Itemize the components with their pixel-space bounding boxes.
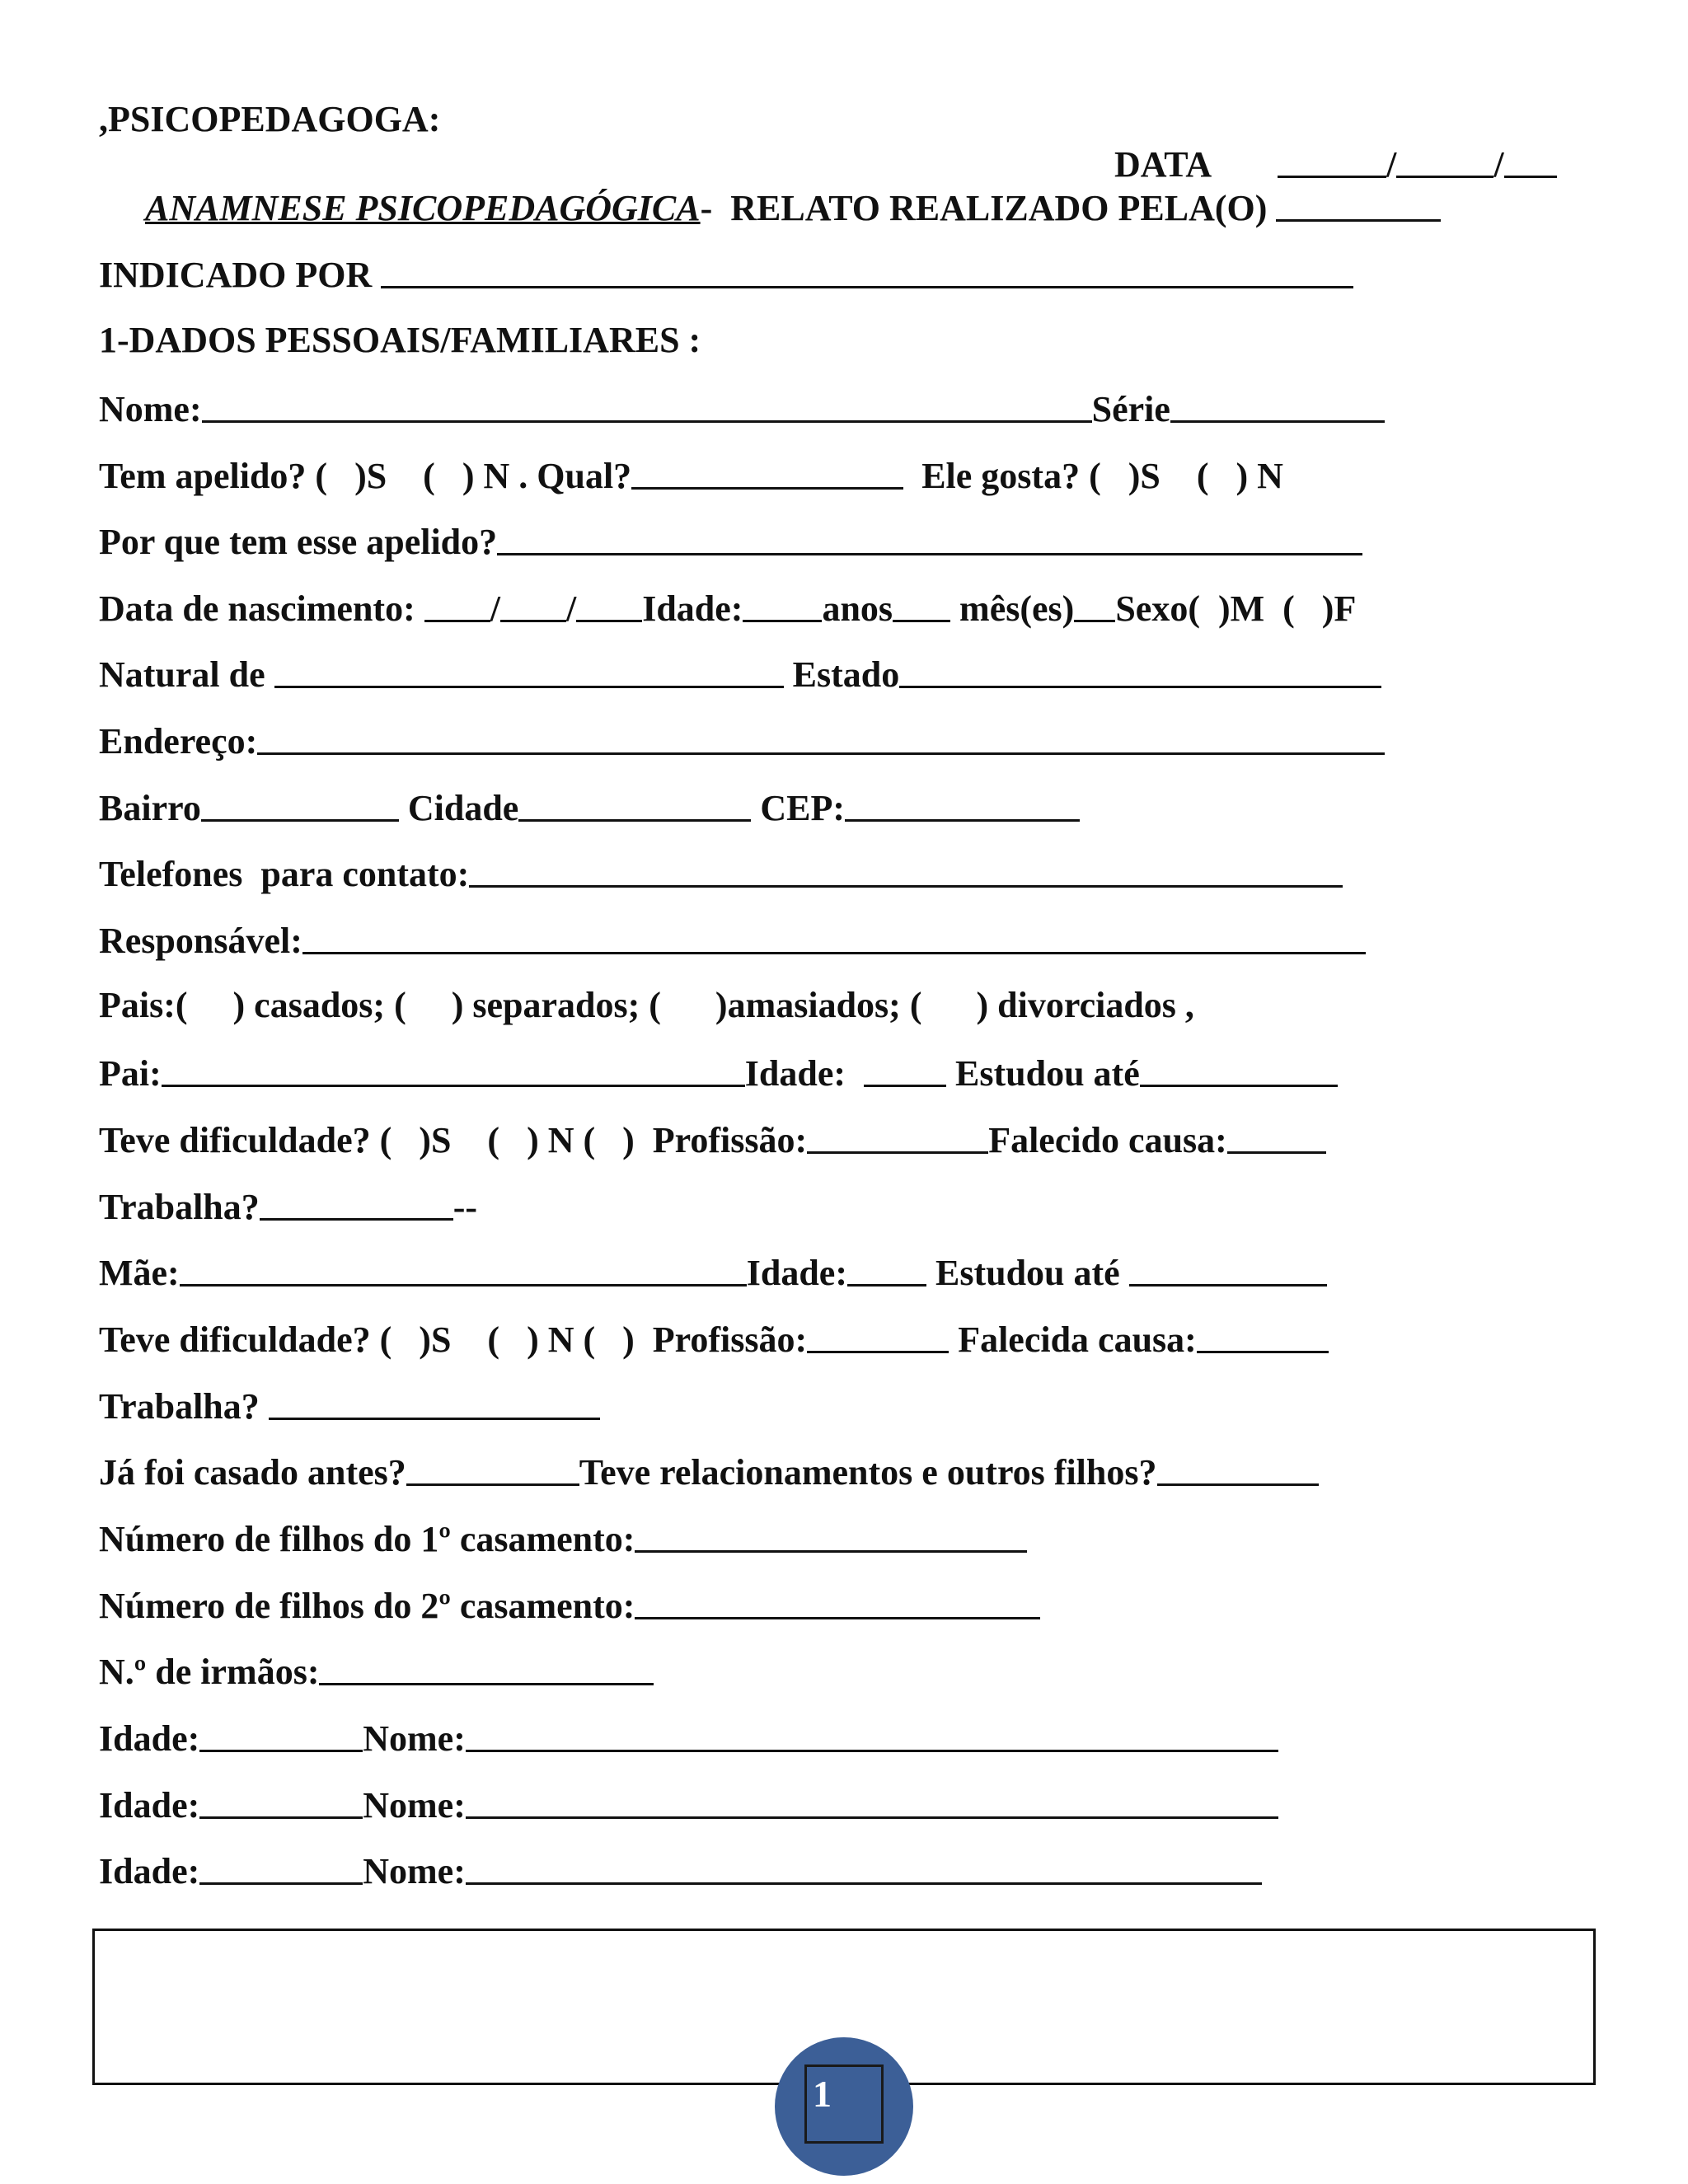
mae-trabalha-line: Trabalha? xyxy=(99,1386,600,1425)
indicado-por-field[interactable] xyxy=(381,255,1353,288)
month-field[interactable] xyxy=(1396,144,1493,178)
pais-status-checkboxes[interactable]: Pais:( ) casados; ( ) separados; ( )amasiados; ( ) divorciados , xyxy=(99,985,1194,1025)
irmao-nome-field[interactable] xyxy=(466,1851,1262,1885)
idade-anos-field[interactable] xyxy=(743,588,822,622)
irmao-row: Idade: Nome: xyxy=(99,1718,1278,1757)
nasc-mes-field[interactable] xyxy=(500,588,566,622)
filhos-2-field[interactable] xyxy=(635,1586,1040,1619)
filhos-1-line: Número de filhos do 1º casamento: xyxy=(99,1519,1027,1558)
casado-field[interactable] xyxy=(406,1452,579,1486)
irmao-nome-field[interactable] xyxy=(466,1785,1278,1819)
idade-meses-field[interactable] xyxy=(893,588,950,622)
date-line: DATA / / xyxy=(1114,144,1557,183)
irmao-row: Idade: Nome: xyxy=(99,1785,1278,1824)
mae-line: Mãe: Idade: Estudou até xyxy=(99,1253,1327,1291)
responsavel-line: Responsável: xyxy=(99,921,1366,959)
mae-profissao-field[interactable] xyxy=(807,1319,949,1353)
pai-nome-field[interactable] xyxy=(162,1053,745,1087)
pai-estudou-field[interactable] xyxy=(1140,1053,1338,1087)
mae-idade-field[interactable] xyxy=(847,1253,926,1286)
endereco-field[interactable] xyxy=(257,721,1385,755)
data-label: DATA xyxy=(1114,144,1212,185)
porque-apelido-field[interactable] xyxy=(497,522,1362,555)
pai-line: Pai: Idade: Estudou até xyxy=(99,1053,1338,1092)
nascimento-line: Data de nascimento: / / Idade: anos mês(es) Sexo( )M ( )F xyxy=(99,588,1357,629)
pai-trabalha-field[interactable] xyxy=(260,1187,453,1221)
day-field[interactable] xyxy=(1278,144,1386,178)
nome-line: Nome: Série xyxy=(99,389,1385,428)
pai-trabalha-line: Trabalha? -- xyxy=(99,1187,478,1227)
casado-line: Já foi casado antes? Teve relacionamentos e outros filhos? xyxy=(99,1452,1319,1491)
mae-estudou-field[interactable] xyxy=(1129,1253,1327,1286)
irmao-idade-field[interactable] xyxy=(199,1718,363,1752)
header-title xyxy=(99,101,440,138)
pai-idade-field[interactable] xyxy=(864,1053,946,1087)
pai-profissao-field[interactable] xyxy=(807,1120,988,1154)
nasc-dia-field[interactable] xyxy=(424,588,490,622)
psicopedagoga-label: ,PSICOPEDAGOGA: xyxy=(99,99,441,139)
apelido-line: Tem apelido? ( )S ( ) N . Qual? Ele gosta? ( )S ( ) N xyxy=(99,456,1283,496)
cidade-field[interactable] xyxy=(518,788,751,822)
irmao-idade-field[interactable] xyxy=(199,1851,363,1885)
anamnese-title: ANAMNESE PSICOPEDAGÓGICA xyxy=(145,188,701,228)
serie-field[interactable] xyxy=(1170,389,1385,423)
telefones-line: Telefones para contato: xyxy=(99,854,1343,893)
section-1-heading: 1-DADOS PESSOAIS/FAMILIARES : xyxy=(99,320,701,360)
page-number: 1 xyxy=(813,2073,832,2115)
irmao-row: Idade: Nome: xyxy=(99,1851,1262,1890)
porque-apelido-line: Por que tem esse apelido? xyxy=(99,522,1362,560)
responsavel-field[interactable] xyxy=(302,921,1366,954)
telefones-field[interactable] xyxy=(469,854,1343,888)
irmaos-field[interactable] xyxy=(319,1652,654,1685)
mae-dificuldade-line: Teve dificuldade? ( )S ( ) N ( ) Profissão: Falecida causa: xyxy=(99,1319,1329,1358)
mae-falecida-field[interactable] xyxy=(1197,1319,1329,1353)
irmao-nome-field[interactable] xyxy=(466,1718,1278,1752)
anamnese-heading xyxy=(145,188,1441,227)
irmaos-line: N.º de irmãos: xyxy=(99,1652,654,1690)
mae-trabalha-field[interactable] xyxy=(269,1386,600,1420)
meses-blank[interactable] xyxy=(1074,588,1115,622)
natural-line: Natural de Estado xyxy=(99,654,1381,693)
filhos-2-line: Número de filhos do 2º casamento: xyxy=(99,1586,1040,1624)
relato-label: - RELATO REALIZADO PELA(O) xyxy=(700,188,1268,228)
nasc-ano-field[interactable] xyxy=(576,588,642,622)
natural-field[interactable] xyxy=(274,654,784,688)
filhos-1-field[interactable] xyxy=(635,1519,1027,1553)
indicado-por-line: INDICADO POR xyxy=(99,255,1353,293)
endereco-line: Endereço: xyxy=(99,721,1385,760)
bairro-line: Bairro Cidade CEP: xyxy=(99,788,1080,827)
irmao-idade-field[interactable] xyxy=(199,1785,363,1819)
pai-dificuldade-line: Teve dificuldade? ( )S ( ) N ( ) Profissão: Falecido causa: xyxy=(99,1120,1326,1159)
nome-field[interactable] xyxy=(202,389,1092,423)
pais-status-line xyxy=(99,987,1194,1024)
apelido-field[interactable] xyxy=(631,456,903,490)
mae-nome-field[interactable] xyxy=(180,1253,747,1286)
relato-field[interactable] xyxy=(1276,188,1441,222)
bairro-field[interactable] xyxy=(201,788,399,822)
estado-field[interactable] xyxy=(899,654,1381,688)
relacionamentos-field[interactable] xyxy=(1157,1452,1319,1486)
pai-falecido-field[interactable] xyxy=(1227,1120,1326,1154)
cep-field[interactable] xyxy=(845,788,1080,822)
year-field[interactable] xyxy=(1504,144,1557,178)
